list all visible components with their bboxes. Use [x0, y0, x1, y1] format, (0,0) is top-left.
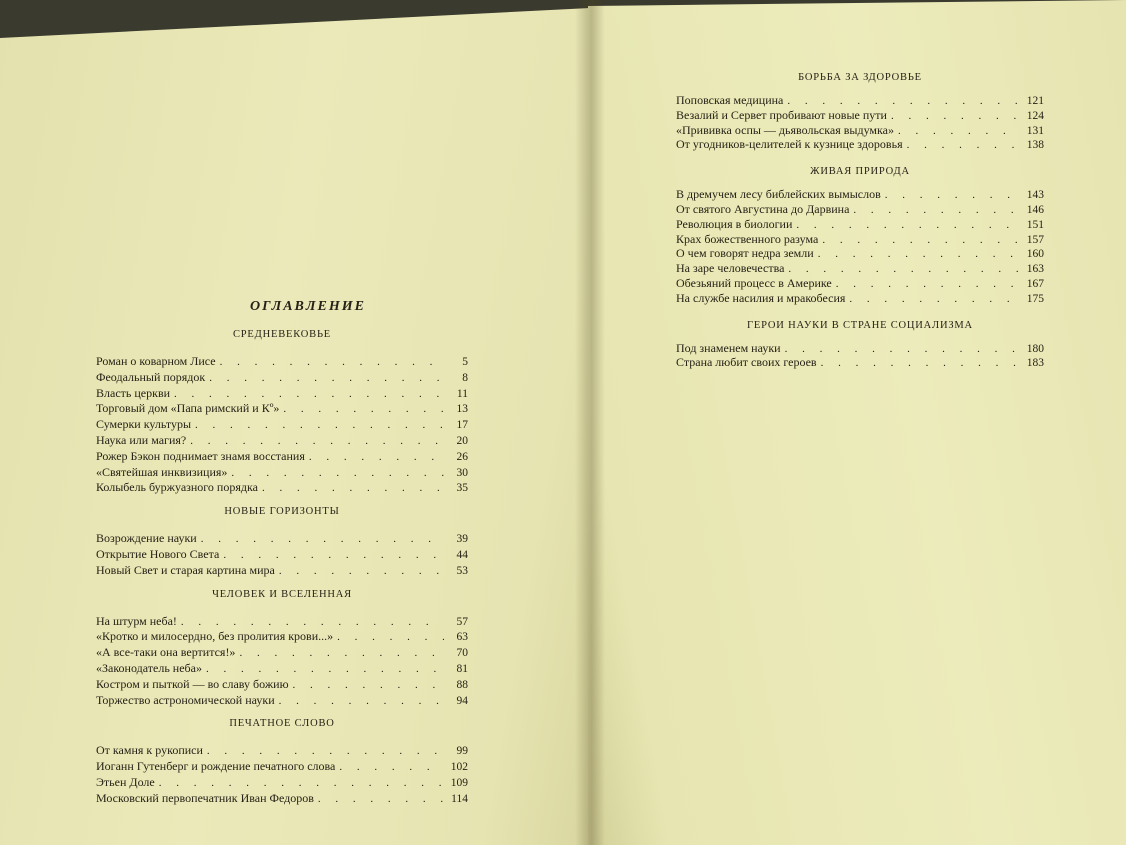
dot-leader	[787, 94, 1020, 109]
entry-page-number: 151	[1026, 218, 1044, 231]
entry-page-number: 175	[1026, 292, 1044, 305]
entry-page-number: 146	[1026, 203, 1044, 216]
toc-entry	[96, 465, 468, 481]
toc-section	[96, 327, 468, 496]
toc-entry	[676, 341, 1044, 356]
book-gutter	[575, 0, 605, 845]
entry-title: Революция в биологии	[676, 216, 793, 231]
entry-page-number: 70	[456, 647, 468, 660]
section-title: НОВЫЕ ГОРИЗОНТЫ	[224, 506, 340, 518]
toc-title: ОГЛАВЛЕНИЕ	[250, 299, 366, 314]
toc-section	[96, 504, 468, 578]
entry-page-number: 109	[450, 776, 468, 789]
dot-leader	[898, 124, 1020, 139]
entry-page-number: 124	[1026, 109, 1044, 122]
toc-section	[96, 716, 468, 806]
entry-title: Поповская медицина	[676, 93, 784, 107]
dot-leader	[309, 450, 444, 466]
left-toc-column	[96, 327, 468, 807]
entry-title: Страна любит своих героев	[676, 355, 817, 370]
dot-leader	[785, 342, 1020, 357]
entry-title: Новый Свет и старая картина мира	[96, 562, 275, 577]
entry-page-number: 57	[456, 615, 468, 628]
toc-entry	[96, 386, 468, 402]
dot-leader	[885, 188, 1020, 203]
toc-entry	[96, 614, 468, 630]
entry-title: «А все-таки она вертится!»	[96, 645, 236, 660]
entry-title: Иоганн Гутенберг и рождение печатного слова	[96, 759, 336, 774]
toc-entry	[676, 217, 1044, 232]
toc-entry	[676, 276, 1044, 291]
toc-entry	[96, 661, 468, 677]
entry-page-number: 138	[1026, 139, 1044, 152]
dot-leader	[788, 262, 1020, 277]
entry-page-number: 167	[1026, 277, 1044, 290]
toc-entry	[676, 108, 1044, 123]
toc-entry	[676, 355, 1044, 370]
entry-page-number: 99	[456, 745, 468, 758]
dot-leader	[209, 371, 444, 387]
section-title: ЧЕЛОВЕК И ВСЕЛЕННАЯ	[212, 588, 352, 600]
entry-title: Московский первопечатник Иван Федоров	[96, 790, 314, 805]
toc-entry	[96, 677, 468, 693]
entry-title: Этьен Доле	[96, 774, 155, 789]
toc-entry	[96, 449, 468, 465]
entry-title: От святого Августина до Дарвина	[676, 201, 850, 216]
toc-entry	[96, 693, 468, 709]
dot-leader	[190, 434, 444, 450]
toc-entry	[96, 531, 468, 547]
entry-title: Костром и пыткой — во славу божию	[96, 676, 289, 691]
section-title: ПЕЧАТНОЕ СЛОВО	[229, 718, 335, 730]
entry-title: «Законодатель неба»	[96, 660, 202, 675]
dot-leader	[201, 532, 444, 548]
entry-title: «Кротко и милосердно, без пролития крови...»	[96, 629, 334, 644]
toc-entry	[96, 547, 468, 563]
entry-page-number: 88	[456, 678, 468, 691]
dot-leader	[181, 615, 444, 631]
entry-title: От камня к рукописи	[96, 743, 203, 758]
dot-leader	[318, 792, 444, 808]
dot-leader	[818, 247, 1020, 262]
dot-leader	[159, 776, 444, 792]
entry-title: На заре человечества	[676, 261, 785, 276]
toc-entry	[96, 629, 468, 645]
entry-page-number: 63	[456, 631, 468, 644]
dot-leader	[796, 218, 1020, 233]
toc-entry	[676, 202, 1044, 217]
toc-entry	[676, 137, 1044, 152]
entry-page-number: 81	[456, 662, 468, 675]
dot-leader	[279, 694, 444, 710]
dot-leader	[891, 109, 1020, 124]
dot-leader	[849, 292, 1020, 307]
section-title: ЖИВАЯ ПРИРОДА	[810, 166, 910, 178]
entry-title: О чем говорят недра земли	[676, 246, 814, 261]
toc-entry	[676, 187, 1044, 202]
entry-page-number: 44	[456, 548, 468, 561]
toc-entry	[96, 775, 468, 791]
entry-title: Рожер Бэкон поднимает знамя восстания	[96, 448, 305, 463]
entry-page-number: 53	[456, 564, 468, 577]
section-title: ГЕРОИ НАУКИ В СТРАНЕ СОЦИАЛИЗМА	[747, 319, 973, 331]
entry-page-number: 17	[456, 419, 468, 432]
dot-leader	[283, 402, 444, 418]
toc-entry	[96, 354, 468, 370]
dot-leader	[174, 387, 444, 403]
entry-page-number: 13	[456, 403, 468, 416]
dot-leader	[279, 564, 444, 580]
entry-page-number: 183	[1026, 357, 1044, 370]
entry-page-number: 11	[456, 387, 468, 400]
dot-leader	[223, 548, 444, 564]
toc-entry	[96, 480, 468, 496]
dot-leader	[907, 138, 1020, 153]
entry-title: Под знаменем науки	[676, 340, 781, 355]
section-title: СРЕДНЕВЕКОВЬЕ	[232, 329, 331, 340]
entry-title: Везалий и Сервет пробивают новые пути	[676, 107, 887, 122]
dot-leader	[339, 760, 444, 776]
entry-title: Торговый дом «Папа римский и Кº»	[96, 401, 280, 416]
toc-entry	[96, 433, 468, 449]
dot-leader	[836, 277, 1020, 292]
dot-leader	[231, 466, 444, 482]
entry-title: «Прививка оспы — дьявольская выдумка»	[676, 122, 894, 137]
entry-page-number: 157	[1026, 233, 1044, 246]
toc-entry	[96, 370, 468, 386]
entry-page-number: 39	[456, 533, 468, 546]
entry-title: Колыбель буржуазного порядка	[96, 480, 258, 495]
entry-title: В дремучем лесу библейских вымыслов	[676, 187, 881, 202]
entry-page-number: 160	[1026, 248, 1044, 261]
toc-entry	[96, 401, 468, 417]
dot-leader	[337, 630, 444, 646]
toc-entry	[676, 232, 1044, 247]
entry-page-number: 35	[456, 482, 468, 495]
toc-entry	[96, 759, 468, 775]
dot-leader	[207, 744, 444, 760]
dot-leader	[822, 233, 1020, 248]
entry-title: Сумерки культуры	[96, 417, 192, 432]
toc-entry	[676, 261, 1044, 276]
entry-page-number: 8	[462, 371, 468, 384]
entry-title: Наука или магия?	[96, 432, 187, 447]
entry-page-number: 30	[456, 466, 468, 479]
dot-leader	[853, 203, 1020, 218]
entry-title: Крах божественного разума	[676, 231, 819, 246]
entry-title: Феодальный порядок	[96, 369, 206, 384]
toc-section	[676, 70, 1044, 152]
dot-leader	[239, 646, 444, 662]
entry-title: «Святейшая инквизиция»	[96, 464, 228, 479]
right-toc-column	[676, 70, 1044, 370]
toc-section	[676, 318, 1044, 371]
entry-page-number: 102	[450, 761, 468, 774]
entry-title: Открытие Нового Света	[96, 546, 220, 561]
entry-page-number: 143	[1026, 189, 1044, 202]
toc-section	[96, 587, 468, 709]
entry-page-number: 180	[1026, 342, 1044, 355]
dot-leader	[293, 678, 444, 694]
entry-title: От угодников-целителей к кузнице здоровья	[676, 137, 903, 152]
entry-page-number: 114	[451, 792, 468, 805]
entry-title: Возрождение науки	[96, 531, 197, 546]
dot-leader	[220, 355, 444, 371]
entry-title: Торжество астрономической науки	[96, 692, 275, 707]
toc-entry	[96, 417, 468, 433]
toc-entry	[676, 246, 1044, 261]
toc-entry	[96, 743, 468, 759]
section-title: БОРЬБА ЗА ЗДОРОВЬЕ	[798, 72, 922, 83]
entry-title: На штурм неба!	[96, 613, 177, 628]
entry-title: Обезьяний процесс в Америке	[676, 275, 832, 290]
toc-entry	[96, 791, 468, 807]
dot-leader	[821, 356, 1020, 371]
toc-entry	[96, 645, 468, 661]
entry-title: Власть церкви	[96, 385, 171, 400]
dot-leader	[195, 418, 444, 434]
toc-entry	[676, 123, 1044, 138]
entry-page-number: 20	[456, 434, 468, 447]
entry-page-number: 131	[1026, 124, 1044, 137]
entry-page-number: 121	[1026, 95, 1044, 107]
entry-page-number: 94	[456, 694, 468, 707]
entry-page-number: 163	[1026, 263, 1044, 276]
toc-entry	[676, 291, 1044, 306]
dot-leader	[206, 662, 444, 678]
entry-title: На службе насилия и мракобесия	[676, 290, 846, 305]
entry-title: Роман о коварном Лисе	[96, 354, 216, 368]
toc-entry	[96, 563, 468, 579]
toc-entry	[676, 93, 1044, 108]
dot-leader	[262, 481, 444, 497]
entry-page-number: 26	[456, 450, 468, 463]
entry-page-number: 5	[462, 356, 468, 368]
toc-section	[676, 164, 1044, 305]
